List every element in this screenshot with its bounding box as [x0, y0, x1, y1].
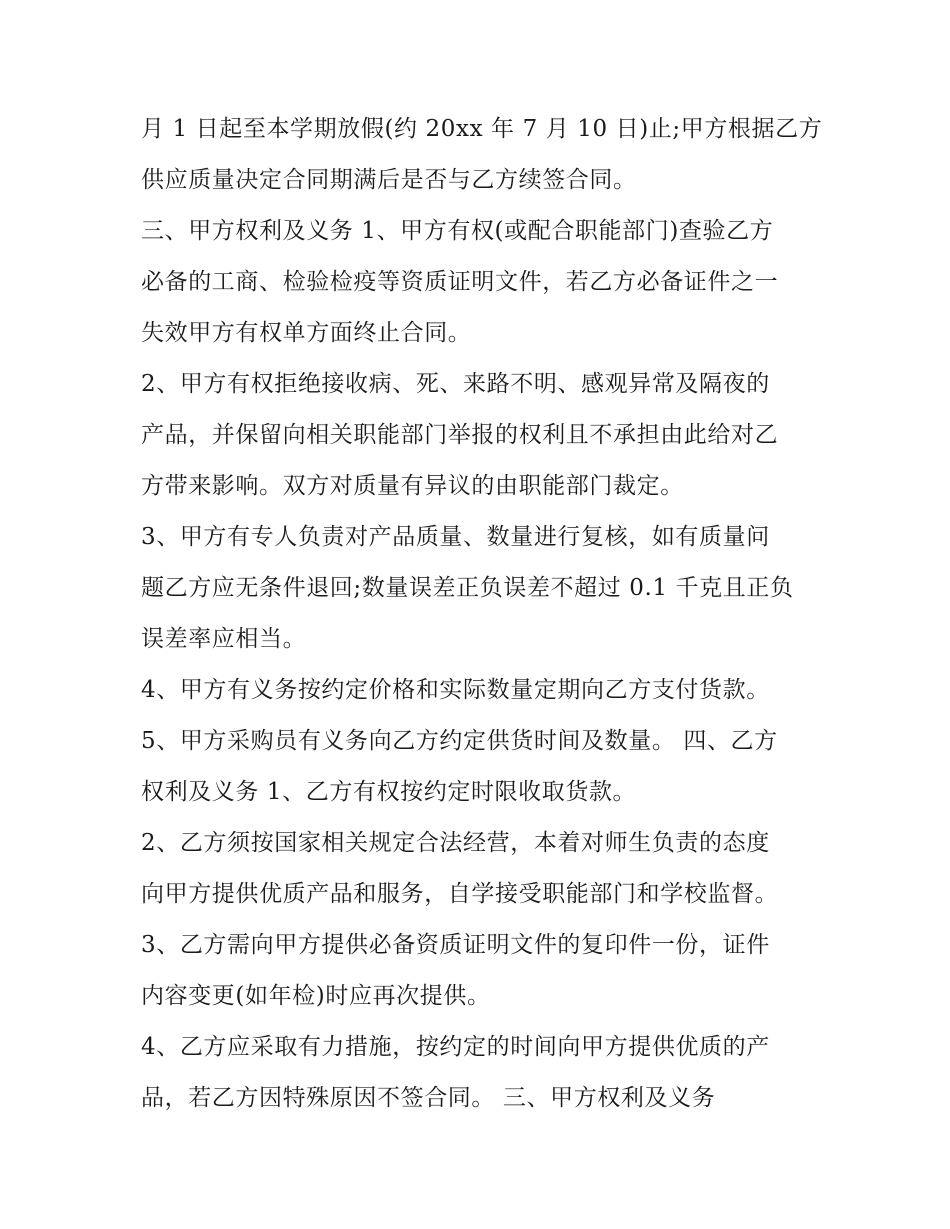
text-line: 内容变更(如年检)时应再次提供。	[141, 983, 491, 1009]
text-line: 月 1 日起至本学期放假(约 20xx 年 7 月 10 日)止;甲方根据乙方	[141, 116, 823, 142]
text-line: 5、甲方采购员有义务向乙方约定供货时间及数量。 四、乙方	[141, 728, 778, 754]
text-line: 三、甲方权利及义务 1、甲方有权(或配合职能部门)查验乙方	[141, 218, 774, 244]
text-line: 题乙方应无条件退回;数量误差正负误差不超过 0.1 千克且正负	[141, 575, 794, 601]
text-line: 供应质量决定合同期满后是否与乙方续签合同。	[141, 167, 637, 193]
text-line: 方带来影响。双方对质量有异议的由职能部门裁定。	[141, 473, 684, 499]
text-line: 3、甲方有专人负责对产品质量、数量进行复核，如有质量问	[141, 524, 770, 550]
text-line: 向甲方提供优质产品和服务，自学接受职能部门和学校监督。	[141, 881, 779, 907]
text-line: 4、乙方应采取有力措施，按约定的时间向甲方提供优质的产	[141, 1034, 770, 1060]
text-line: 2、乙方须按国家相关规定合法经营，本着对师生负责的态度	[141, 830, 770, 856]
text-line: 失效甲方有权单方面终止合同。	[141, 320, 472, 346]
text-line: 必备的工商、检验检疫等资质证明文件，若乙方必备证件之一	[141, 269, 779, 295]
text-line: 误差率应相当。	[141, 626, 307, 652]
text-line: 2、甲方有权拒绝接收病、死、来路不明、感观异常及隔夜的	[141, 371, 770, 397]
text-line: 3、乙方需向甲方提供必备资质证明文件的复印件一份，证件	[141, 932, 770, 958]
text-line: 品，若乙方因特殊原因不签合同。 三、甲方权利及义务	[141, 1085, 716, 1111]
text-line: 产品，并保留向相关职能部门举报的权利且不承担由此给对乙	[141, 422, 779, 448]
text-line: 4、甲方有义务按约定价格和实际数量定期向乙方支付货款。	[141, 677, 770, 703]
document-body	[141, 104, 821, 1124]
text-line: 权利及义务 1、乙方有权按约定时限收取货款。	[141, 779, 637, 805]
